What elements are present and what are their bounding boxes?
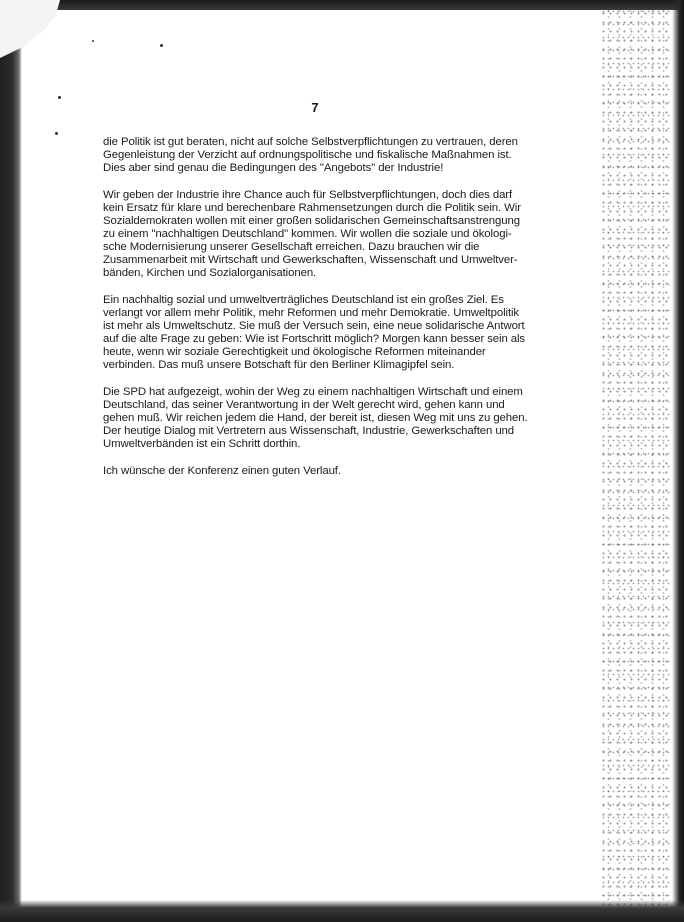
paragraph: die Politik ist gut beraten, nicht auf solche Selbstverpflichtungen zu vertrauen, deren Gegenleistung der Verzicht auf ordnungspolitische und fiskalische Maßnahmen ist. Dies aber sind genau die Bedingungen des "Angebots" der Industrie! <box>103 136 518 174</box>
scan-dust-speck <box>160 44 163 47</box>
document-body <box>103 136 543 492</box>
closing-sentence: Ich wünsche der Konferenz einen guten Verlauf. <box>103 465 341 477</box>
scan-border-left <box>0 0 22 922</box>
scan-corner-artifact <box>0 0 60 58</box>
page-number: 7 <box>311 100 319 115</box>
paragraph: Ein nachhaltig sozial und umweltverträgliches Deutschland ist ein großes Ziel. Es verlangt vor allem mehr Politik, mehr Reformen und mehr Demokratie. Umweltpolitik ist mehr als Umweltschutz. Sie muß der Versuch sein, eine neue solidarische Antwort auf die alte Frage zu geben: Wie ist Fortschritt möglich? Morgen kann besser sein als heute, wenn wir soziale Gerechtigkeit und ökologische Reformen miteinander verbinden. Das muß unsere Botschaft für den Berliner Klimagipfel sein. <box>103 294 526 371</box>
scan-dust-speck <box>58 96 61 99</box>
paragraph: Wir geben der Industrie ihre Chance auch für Selbstverpflichtungen, doch dies darf kein Ersatz für klare und berechenbare Rahmensetzungen durch die Politik sein. Wir Sozialdemokraten wollen mit einer großen solidarischen Gemeinschaftsanstrengung zu einem "nachhaltigen Deutschland" kommen. Wir wollen die soziale und ökologi- sche Modernisierung unserer Gesellschaft erreichen. Dazu brauchen wir die Zusammenarbeit mit Wirtschaft und Gewerkschaften, Wissenschaft und Umweltver- bänden, Kirchen und Sozialorganisationen. <box>103 189 521 279</box>
scan-dust-speck <box>92 40 94 42</box>
scan-dust-speck <box>55 132 58 135</box>
scan-border-bottom <box>0 900 684 922</box>
scan-border-right <box>672 0 684 922</box>
paragraph: Die SPD hat aufgezeigt, wohin der Weg zu einem nachhaltigen Wirtschaft und einem Deutschland, das seiner Verantwortung in der Welt gerecht wird, gehen kann und gehen muß. Wir reichen jedem die Hand, der bereit ist, diesen Weg mit uns zu gehen. Der heutige Dialog mit Vertretern aus Wissenschaft, Industrie, Gewerkschaften und Umweltverbänden ist ein Schritt dorthin. <box>103 386 528 450</box>
scan-noise-right <box>600 0 672 922</box>
scan-border-top <box>0 0 684 10</box>
